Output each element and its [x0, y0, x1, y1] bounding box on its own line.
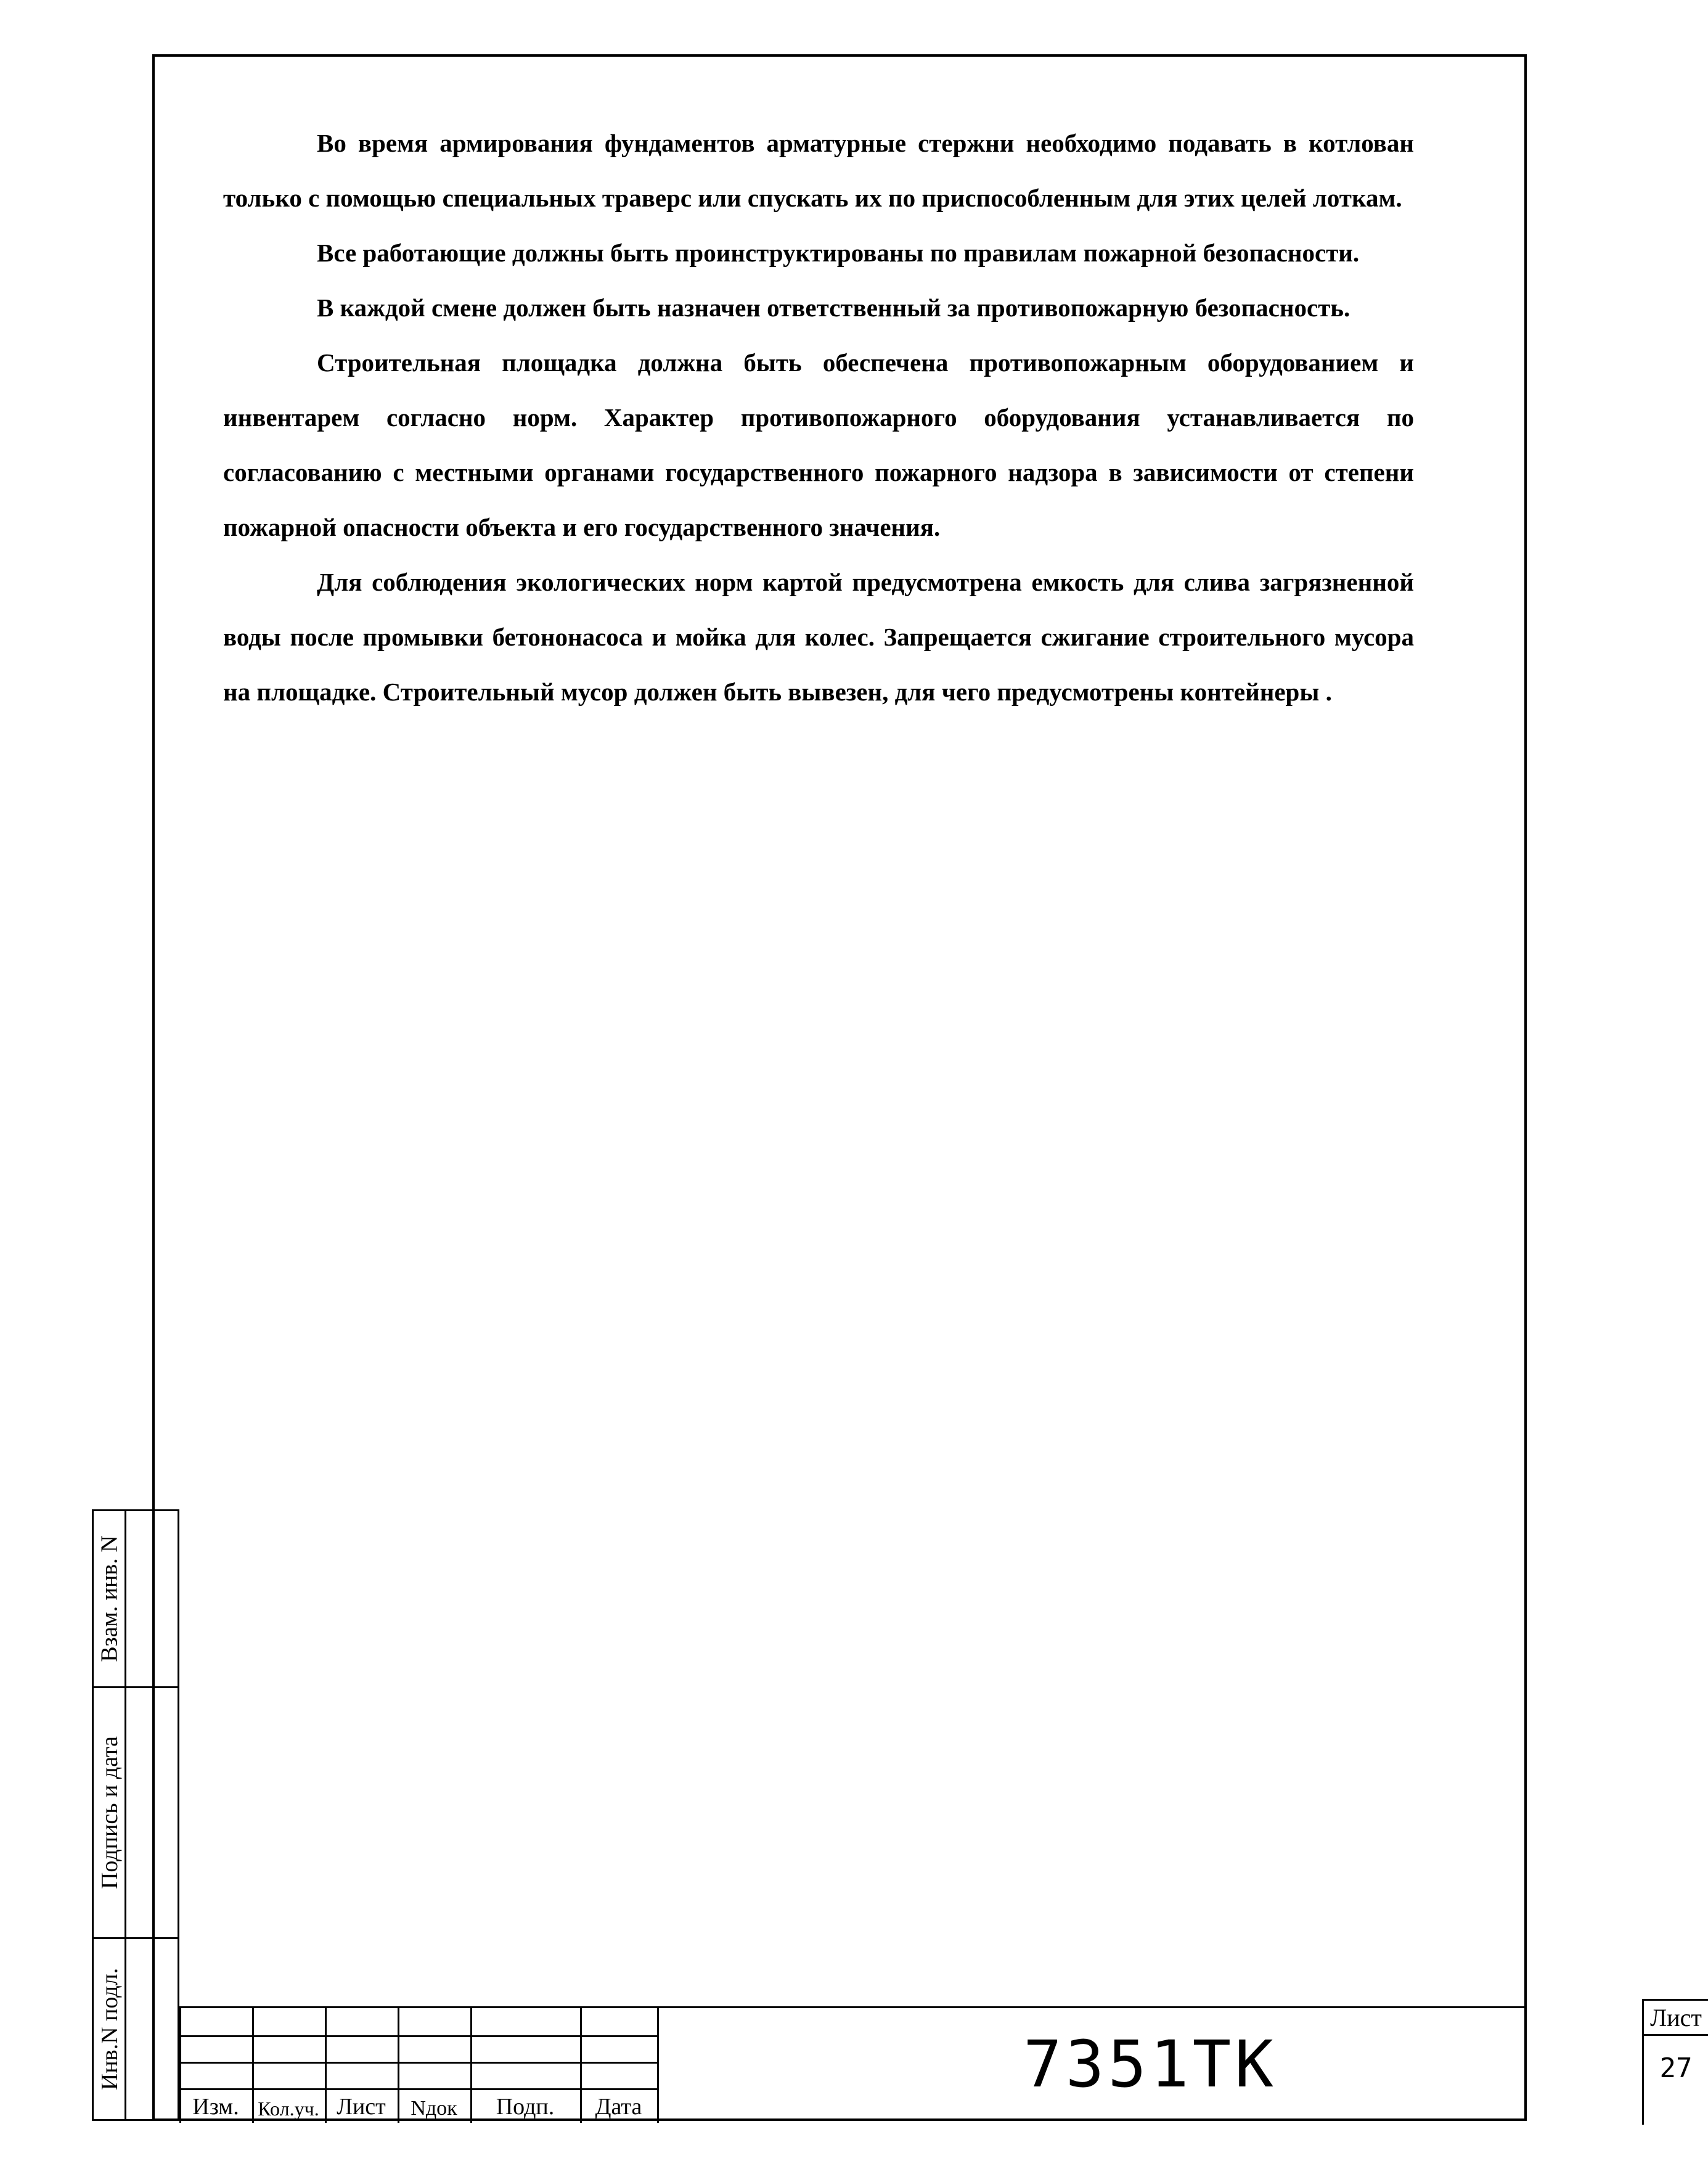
paragraph: В каждой смене должен быть назначен ответственный за противопожарную безопасность.	[317, 293, 1350, 322]
column-header: Nдок	[411, 2097, 457, 2120]
paragraph: Во время армирования фундаментов арматурные стержни необходимо подавать в котлован только с помощью специальных траверс или спускать их по приспособленным для этих целей лоткам.	[223, 129, 1414, 212]
sheet-label: Лист	[1650, 2004, 1702, 2032]
column-header: Дата	[595, 2094, 642, 2120]
title-block	[179, 2004, 1702, 2123]
document-code: 7351ТК	[1023, 2027, 1277, 2102]
column-header: Подп.	[496, 2094, 555, 2120]
document-body	[223, 116, 1414, 720]
revision-grid	[179, 2008, 657, 2123]
signature-date-label: Подпись и дата	[97, 1736, 123, 1890]
original-inv-label: Инв.N подл.	[97, 1967, 123, 2091]
sheet-number: 27	[1659, 2053, 1693, 2084]
side-stamp-strip	[92, 1509, 179, 2121]
original-inv-cell	[92, 1937, 179, 2121]
column-header: Кол.уч.	[258, 2098, 319, 2120]
column-header: Изм.	[192, 2094, 239, 2120]
paragraph: Все работающие должны быть проинструктированы по правилам пожарной безопасности.	[317, 239, 1360, 267]
paragraph: Для соблюдения экологических норм картой предусмотрена емкость для слива загрязненной воды после промывки бетононасоса и мойка для колес. Запрещается сжигание строительного мусора на площадке. Строительный мусор должен быть вывезен, для чего предусмотрены контейнеры .	[223, 568, 1414, 706]
paragraph: Строительная площадка должна быть обеспечена противопожарным оборудованием и инвентарем согласно норм. Характер противопожарного оборудования устанавливается по согласованию с местными органами государственного пожарного надзора в зависимости от степени пожарной опасности объекта и его государственного значения.	[223, 348, 1414, 541]
signature-date-cell	[92, 1686, 179, 1939]
sheet-number-box	[1642, 1999, 1708, 2125]
replaced-inv-cell	[92, 1509, 179, 1688]
replaced-inv-label: Взам. инв. N	[97, 1535, 123, 1662]
column-header: Лист	[337, 2094, 386, 2120]
